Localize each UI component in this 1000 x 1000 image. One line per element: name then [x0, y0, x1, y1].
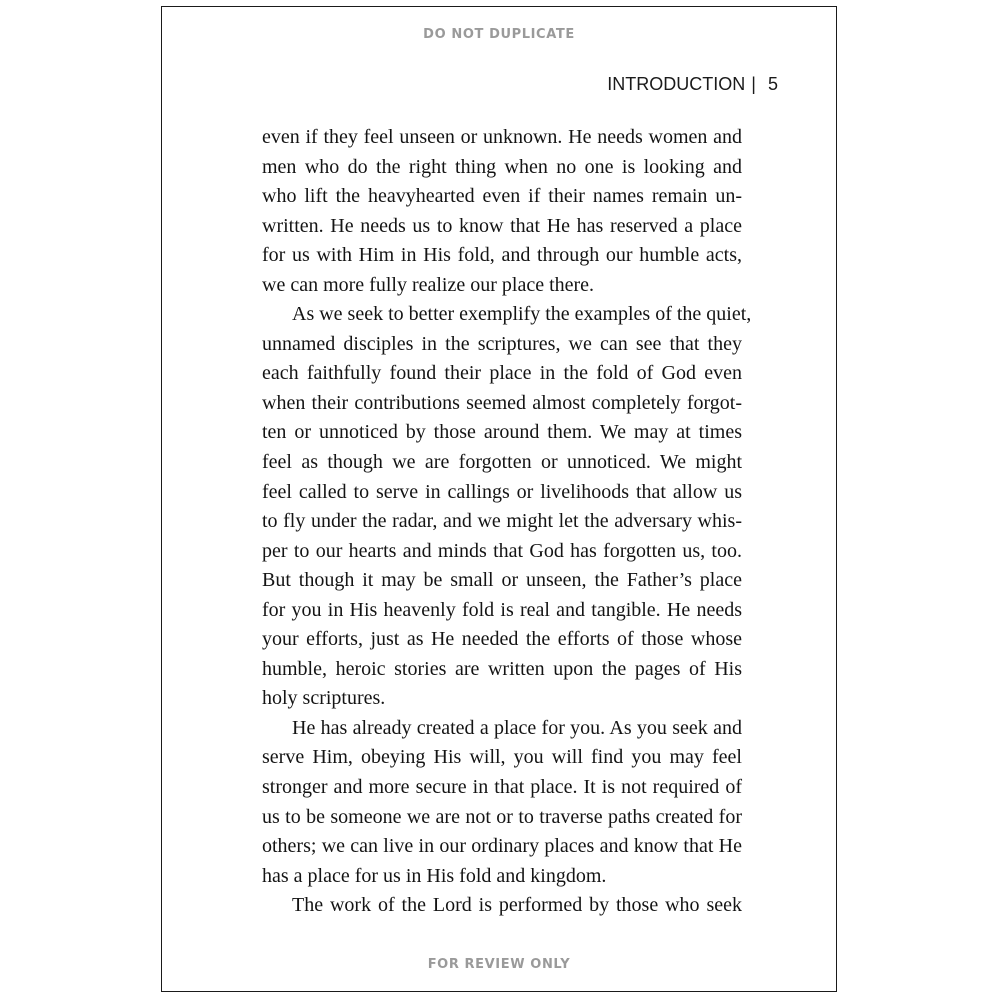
text-line: us to be someone we are not or to traverse paths created for: [262, 805, 742, 828]
text-line: for us with Him in His fold, and through our humble acts,: [262, 244, 742, 267]
text-line: The work of the Lord is performed by those who seek: [292, 894, 742, 917]
text-line: has a place for us in His fold and kingdom.: [262, 864, 607, 887]
watermark-bottom: FOR REVIEW ONLY: [427, 957, 571, 972]
text-line: who lift the heavyhearted even if their names remain un-: [262, 185, 742, 208]
text-line: per to our hearts and minds that God has forgotten us, too.: [262, 539, 742, 562]
text-line: written. He needs us to know that He has reserved a place: [262, 214, 742, 237]
running-head: [607, 74, 778, 95]
text-line: humble, heroic stories are written upon the pages of His: [262, 657, 742, 680]
watermark-top: DO NOT DUPLICATE: [423, 27, 575, 42]
text-line: serve Him, obeying His will, you will find you may feel: [262, 746, 742, 769]
text-line: we can more fully realize our place there.: [262, 273, 595, 296]
text-line: stronger and more secure in that place. It is not required of: [262, 776, 742, 799]
text-line: holy scriptures.: [262, 687, 386, 710]
text-line: each faithfully found their place in the fold of God even: [262, 362, 742, 385]
text-line: your efforts, just as He needed the efforts of those whose: [262, 628, 742, 651]
text-line: to fly under the radar, and we might let the adversary whis-: [262, 510, 742, 533]
page-number: 5: [767, 74, 778, 94]
text-line: even if they feel unseen or unknown. He needs women and: [262, 126, 742, 148]
text-line: feel called to serve in callings or livelihoods that allow us: [262, 480, 742, 503]
text-line: for you in His heavenly fold is real and tangible. He needs: [262, 598, 742, 621]
text-line: men who do the right thing when no one is looking and: [262, 155, 742, 178]
text-line: As we seek to better exemplify the examples of the quiet,: [292, 303, 752, 326]
text-line: He has already created a place for you. As you seek and: [292, 716, 742, 739]
header-separator: |: [751, 74, 756, 94]
book-page: [161, 6, 837, 992]
text-line: unnamed disciples in the scriptures, we can see that they: [262, 332, 742, 355]
text-line: when their contributions seemed almost completely forgot-: [262, 391, 742, 414]
section-title: INTRODUCTION: [607, 74, 746, 94]
body-text: [262, 123, 752, 921]
text-line: ten or unnoticed by those around them. We may at times: [262, 421, 742, 444]
text-line: feel as though we are forgotten or unnoticed. We might: [262, 451, 742, 474]
text-line: But though it may be small or unseen, the Father’s place: [262, 569, 742, 592]
text-line: others; we can live in our ordinary places and know that He: [262, 835, 742, 858]
